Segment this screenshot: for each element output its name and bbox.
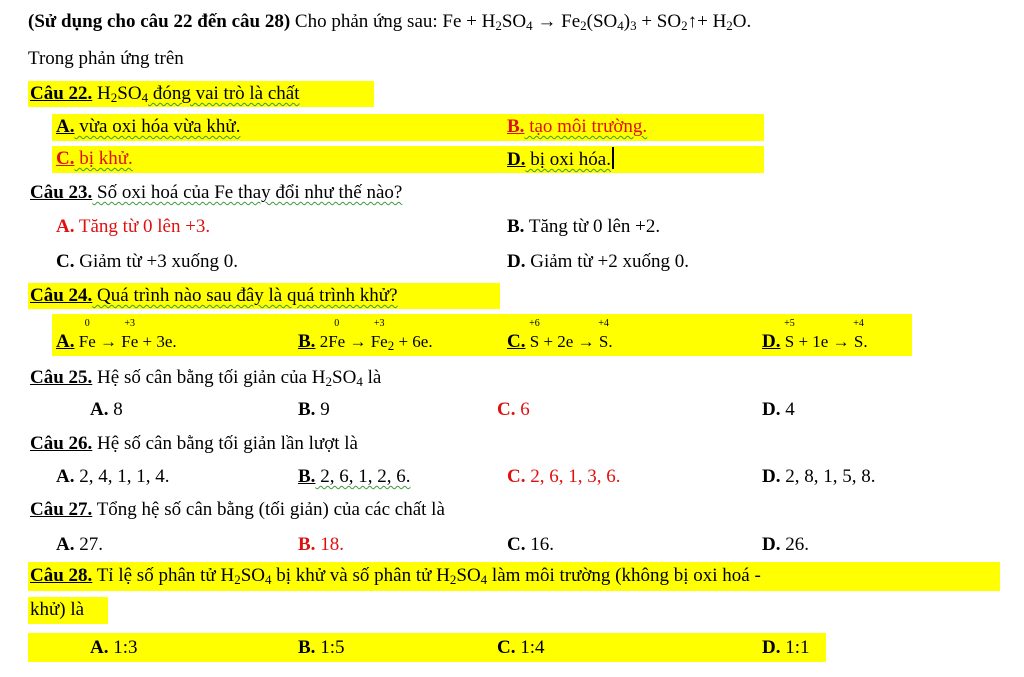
q25-option-b: B. 9 [298,399,330,420]
q28-option-b: B. 1:5 [298,637,345,658]
q26-option-d: D. 2, 8, 1, 5, 8. [762,466,876,487]
q24-label: Câu 24. [30,285,93,306]
q27-option-c: C. 16. [507,534,554,555]
q26-label: Câu 26. [30,433,93,454]
q25-label: Câu 25. [30,367,93,388]
q28-question-cont: khử) là [30,599,85,620]
q26-option-b: B. 2, 6, 1, 2, 6. [298,466,411,487]
intro-line-2: Trong phản ứng trên [28,48,184,69]
q26-question: Câu 26. Hệ số cân bằng tối giản lần lượt là [30,433,358,454]
q22-option-c: C. bị khử. [56,148,133,169]
q23-option-b: B. Tăng từ 0 lên +2. [507,216,661,237]
q25-option-d: D. 4 [762,399,795,420]
q28-label: Câu 28. [30,565,93,586]
intro-line-1: (Sử dụng cho câu 22 đến câu 28) Cho phản ứng sau: $Fe + H_2SO_4 \to Fe_2(SO_4)_3$ + $SO_2↑+ H_2O$. [28,11,752,33]
q22-option-d: D. bị oxi hóa. [507,147,614,172]
q23-question: Câu 23. Số oxi hoá của Fe thay đổi như thế nào? [30,182,403,203]
q24-option-c: C. +6 S + 2e → +4 S. [507,318,613,352]
q28-question: Câu 28. Tỉ lệ số phân tử $H_2SO_4$ bị khử và số phân tử $H_2SO_4$ làm môi trường (không bị oxi hoá - [30,565,761,587]
q23-option-c: C. Giảm từ +3 xuống 0. [56,251,238,272]
q27-label: Câu 27. [30,499,93,520]
q26-option-a: A. 2, 4, 1, 1, 4. [56,466,170,487]
q26-option-c: C. 2, 6, 1, 3, 6. [507,466,621,487]
q24-option-d: D. +5 S + 1e → +4 S. [762,318,868,352]
intro-scope: (Sử dụng cho câu 22 đến câu 28) [28,11,291,32]
q22-option-a: A. vừa oxi hóa vừa khử. [56,116,241,137]
highlight-q28-options [28,633,826,662]
q27-option-a: A. 27. [56,534,103,555]
q22-label: Câu 22. [30,83,93,104]
q23-label: Câu 23. [30,182,93,203]
q25-option-c: C. 6 [497,399,530,420]
q28-option-a: A. 1:3 [90,637,138,658]
q24-option-a: A. 0 Fe → +3 Fe + 3e. [56,318,177,352]
text-cursor [612,147,614,169]
q22-option-b: B. tạo môi trường. [507,116,648,137]
q27-option-b: B. 18. [298,534,344,555]
q28-option-d: D. 1:1 [762,637,810,658]
q23-option-d: D. Giảm từ +2 xuống 0. [507,251,689,272]
q25-question: Câu 25. Hệ số cân bằng tối giản của $H_2SO_4$ là [30,367,382,389]
q27-option-d: D. 26. [762,534,809,555]
q24-question: Câu 24. Quá trình nào sau đây là quá trình khử? [30,285,398,306]
q22-question: Câu 22. $H_2SO_4$ đóng vai trò là chất [30,83,300,105]
q23-option-a: A. Tăng từ 0 lên +3. [56,216,211,237]
q24-option-b: B. 2 0 Fe → +3 $Fe_2 + 6e$. [298,318,433,353]
q25-option-a: A. 8 [90,399,123,420]
q27-question: Câu 27. Tổng hệ số cân bằng (tối giản) của các chất là [30,499,445,520]
q28-option-c: C. 1:4 [497,637,545,658]
highlight-q22-row2 [52,146,764,173]
